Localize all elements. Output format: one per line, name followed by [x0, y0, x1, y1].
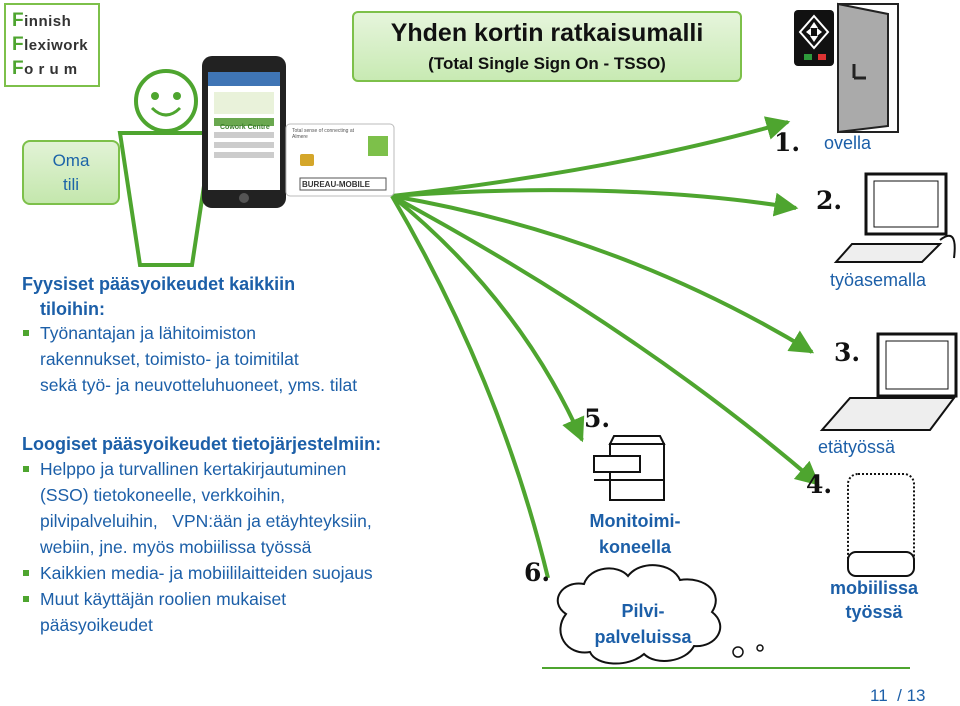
finnish-flexiwork-forum-logo	[4, 3, 100, 87]
point-2-number: 2.	[816, 186, 843, 215]
point-4-number: 4.	[806, 470, 833, 499]
point-1-number: 1.	[774, 128, 801, 157]
printer-icon	[594, 436, 664, 500]
point-6-number: 6.	[524, 558, 551, 587]
slide-title: Yhden kortin ratkaisumalli	[390, 19, 704, 47]
logo-line-1: Finnish	[12, 10, 72, 31]
physical-heading-1: Fyysiset pääsyoikeudet kaikkiin	[22, 274, 296, 294]
point-5-number: 5.	[584, 404, 611, 433]
point-1-label: ovella	[824, 133, 872, 153]
point-5-label: Monitoimi- koneella	[589, 511, 681, 557]
point-6-label: Pilvi- palveluissa	[594, 601, 692, 647]
page-number: 11 / 13	[870, 686, 926, 705]
arrow-to-door	[392, 122, 788, 196]
bullet-icon	[23, 570, 29, 576]
logo-line-2: Flexiwork	[12, 34, 89, 55]
user-figure-icon	[120, 71, 212, 265]
mobile-device-icon	[848, 474, 914, 576]
title-box	[352, 11, 742, 82]
logical-bullet-1: Helppo ja turvallinen kertakirjautuminen (SSO) tietokoneelle, verkkoihin, pilvipalveluihin, VPN:ään ja etäyhteyksiin, webiin, jne. myös mobiilissa työssä	[40, 459, 372, 557]
logo-line-3: Fo r u m	[12, 58, 78, 79]
oma-tili-line2: tili	[62, 175, 80, 194]
card-reader-icon	[794, 10, 834, 66]
oma-tili-line1: Oma	[52, 151, 90, 170]
logical-bullet-3: Muut käyttäjän roolien mukaiset pääsyoikeudet	[40, 589, 287, 635]
smartphone-icon	[202, 56, 286, 208]
logical-heading: Loogiset pääsyoikeudet tietojärjestelmiin:	[22, 434, 382, 454]
bullet-icon	[23, 330, 29, 336]
arrow-to-mobile	[392, 196, 818, 484]
card-brand: BUREAU-MOBILE	[302, 180, 370, 189]
physical-heading-2: tiloihin:	[40, 299, 105, 319]
physical-bullet-1: Työnantajan ja lähitoimiston rakennukset, toimisto- ja toimitilat sekä työ- ja neuvotteluhuoneet, yms. tilat	[40, 323, 358, 395]
point-3-label: etätyössä	[818, 437, 896, 457]
oma-tili-box	[22, 140, 120, 205]
bullet-icon	[23, 466, 29, 472]
logical-bullet-2: Kaikkien media- ja mobiililaitteiden suojaus	[40, 563, 373, 583]
workstation-monitor-icon	[836, 174, 955, 262]
slide-subtitle: (Total Single Sign On - TSSO)	[428, 54, 666, 73]
arrow-to-printer	[392, 196, 582, 440]
door-icon	[838, 4, 898, 132]
point-3-number: 3.	[834, 338, 861, 367]
point-2-label: työasemalla	[830, 270, 927, 290]
arrow-to-laptop	[392, 196, 812, 352]
footer-divider	[542, 667, 910, 669]
arrow-to-cloud	[392, 196, 548, 578]
arrow-to-workstation	[392, 190, 796, 208]
bullet-icon	[23, 596, 29, 602]
point-4-label: mobiilissa työssä	[829, 578, 919, 622]
card-tag: Total sense of connecting at Almere	[292, 128, 354, 140]
phone-screen-brand: Cowork Centre	[220, 124, 270, 131]
